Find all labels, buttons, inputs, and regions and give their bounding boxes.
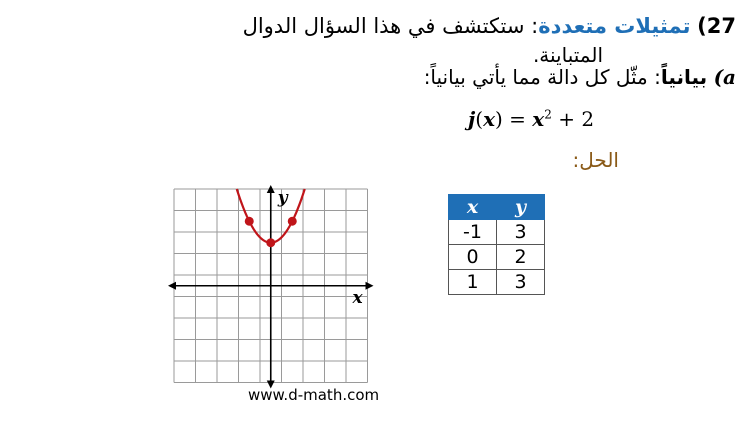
part-title: بيانياً — [660, 65, 708, 89]
table-header-x: x — [449, 195, 497, 220]
equation-fn: j — [468, 107, 476, 131]
table-cell: 2 — [497, 245, 545, 270]
solution-label: الحل: — [572, 148, 619, 172]
function-graph — [168, 185, 363, 385]
x-axis-arrow-left — [168, 282, 176, 290]
equation-var: x — [483, 107, 495, 131]
equation-exponent: 2 — [544, 107, 552, 122]
table-header-row — [449, 195, 545, 220]
question-title: تمثيلات متعددة — [538, 14, 691, 38]
equation-rhs-var: x — [532, 107, 545, 131]
website-url: www.d-math.com — [248, 386, 380, 404]
part-label: a) — [713, 65, 736, 89]
table-cell: 3 — [497, 270, 545, 295]
table-row — [449, 270, 545, 295]
table-row — [449, 220, 545, 245]
part-text: مثّل كل دالة مما يأتي بيانياً: — [423, 65, 648, 89]
table-cell: 3 — [497, 220, 545, 245]
question-part-line: a) بيانياً: مثّل كل دالة مما يأتي بيانياً: — [423, 65, 736, 89]
equation-constant: + 2 — [558, 107, 595, 131]
equation: $j(x) = x^2 + 2$ — [468, 107, 595, 131]
question-number: 27) — [697, 14, 736, 38]
graph-point — [245, 217, 254, 226]
x-axis-label: x — [352, 287, 363, 308]
question-intro-2: المتباينة. — [532, 43, 603, 67]
x-axis-arrow-right — [366, 282, 374, 290]
axes — [168, 185, 374, 389]
y-axis-label: y — [277, 188, 288, 208]
table-row — [449, 245, 545, 270]
graph-point — [288, 217, 297, 226]
table-cell: 0 — [449, 245, 497, 270]
table-header-y: y — [497, 195, 545, 220]
table-cell: 1 — [449, 270, 497, 295]
graph-point — [266, 238, 275, 247]
question-intro-1: ستكتشف في هذا السؤال الدوال — [242, 14, 525, 38]
values-table — [448, 194, 545, 295]
question-line-1: 27) تمثيلات متعددة: ستكتشف في هذا السؤال الدوال — [242, 14, 736, 38]
table-cell: -1 — [449, 220, 497, 245]
